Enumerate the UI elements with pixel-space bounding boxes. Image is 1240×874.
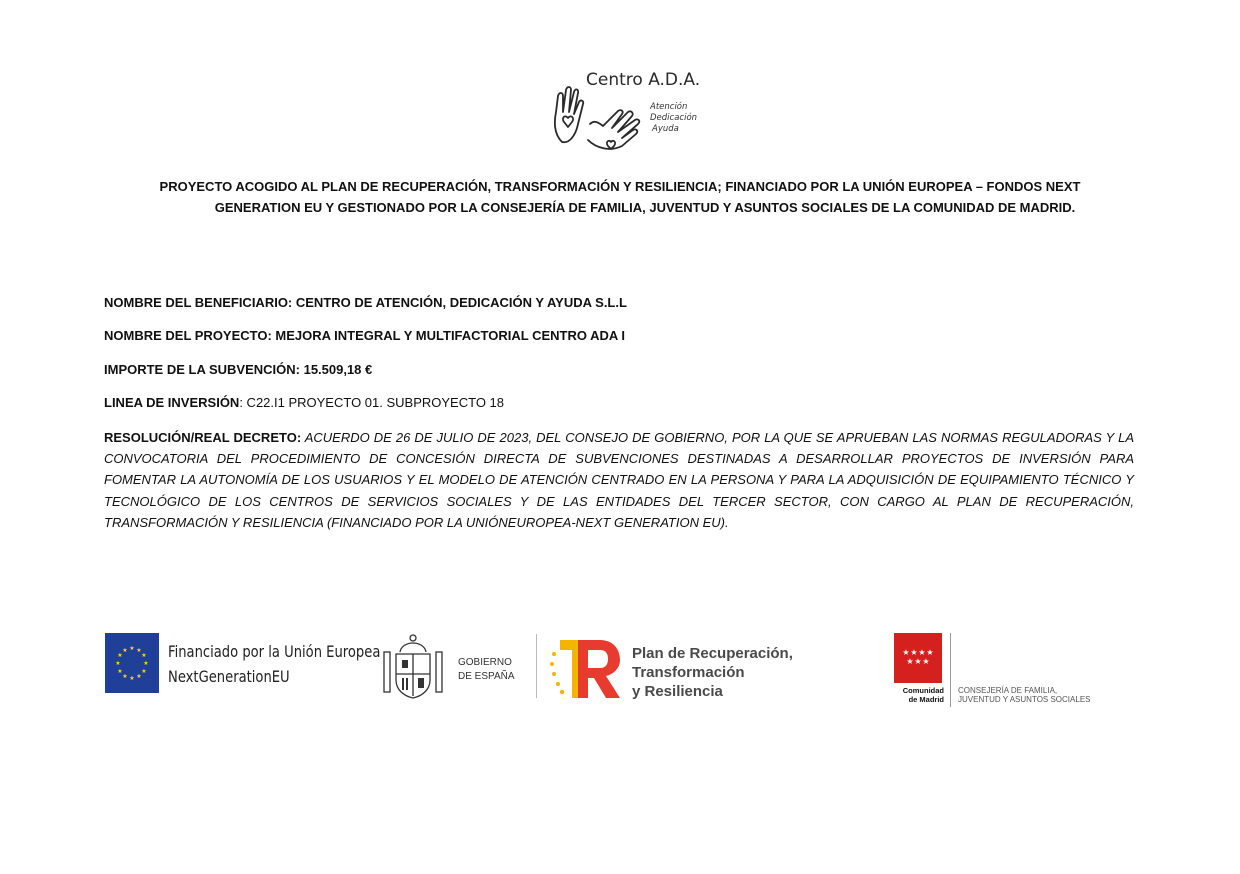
- svg-text:★: ★: [129, 645, 135, 652]
- madrid-name-line-2: de Madrid: [908, 695, 944, 704]
- svg-text:★: ★: [122, 673, 128, 680]
- prtr-text-line-1: Plan de Recuperación,: [632, 645, 793, 662]
- prtr-text-line-2: Transformación: [632, 664, 745, 681]
- madrid-name: [894, 686, 944, 704]
- madrid-dept-line-2: JUVENTUD Y ASUNTOS SOCIALES: [958, 695, 1091, 704]
- beneficiary-field: NOMBRE DEL BENEFICIARIO: CENTRO DE ATENCIÓN, DEDICACIÓN Y AYUDA S.L.L: [104, 295, 627, 310]
- eu-funding-logo: [105, 633, 381, 695]
- svg-text:★: ★: [122, 647, 128, 654]
- logo-subtitle-atencion: Atención: [650, 102, 688, 112]
- madrid-flag-icon: [894, 633, 942, 683]
- resolution-field: [104, 427, 1134, 533]
- footer-divider: [536, 634, 537, 698]
- svg-text:★: ★: [117, 668, 123, 675]
- prtr-logo: [548, 634, 838, 702]
- centro-ada-logo: [548, 68, 701, 163]
- svg-text:★: ★: [918, 648, 926, 657]
- investment-line-value: : C22.I1 PROYECTO 01. SUBPROYECTO 18: [239, 395, 504, 410]
- resolution-label: RESOLUCIÓN/REAL DECRETO:: [104, 430, 302, 445]
- investment-line-label: LINEA DE INVERSIÓN: [104, 395, 240, 410]
- svg-text:★: ★: [914, 657, 922, 666]
- heading-line-1: PROYECTO ACOGIDO AL PLAN DE RECUPERACIÓN, TRANSFORMACIÓN Y RESILIENCIA; FINANCIADO POR LA UNIÓN EUROPEA – FONDOS NEXT: [159, 179, 1081, 194]
- project-field: NOMBRE DEL PROYECTO: MEJORA INTEGRAL Y MULTIFACTORIAL CENTRO ADA I: [104, 328, 625, 343]
- svg-text:★: ★: [902, 648, 910, 657]
- svg-text:★: ★: [117, 652, 123, 659]
- madrid-name-line-1: Comunidad: [902, 686, 944, 695]
- prtr-text: [632, 644, 793, 701]
- heading-line-2: GENERATION EU Y GESTIONADO POR LA CONSEJERÍA DE FAMILIA, JUVENTUD Y ASUNTOS SOCIALES DE LA COMUNIDAD DE MADRID.: [214, 200, 1076, 215]
- prtr-text-line-3: y Resiliencia: [632, 683, 723, 700]
- svg-text:★: ★: [136, 673, 142, 680]
- coat-of-arms-icon: [378, 632, 448, 702]
- prtr-mark-icon: [548, 634, 624, 702]
- svg-text:★: ★: [129, 675, 135, 682]
- svg-text:★: ★: [115, 660, 121, 667]
- svg-text:★: ★: [926, 648, 934, 657]
- eu-text-line-2: NextGenerationEU: [168, 667, 290, 686]
- madrid-divider: [950, 633, 951, 707]
- eu-funding-text: [168, 639, 380, 689]
- svg-text:★: ★: [922, 657, 930, 666]
- madrid-department: [958, 686, 1090, 704]
- logo-subtitle-dedicacion: Dedicación: [650, 113, 698, 123]
- eu-text-line-1: Financiado por la Unión Europea: [168, 642, 381, 661]
- gobierno-espana-logo: [378, 632, 526, 702]
- gobierno-text-line-1: GOBIERNO: [458, 657, 512, 668]
- logo-subtitle-ayuda: Ayuda: [652, 124, 679, 134]
- amount-field: IMPORTE DE LA SUBVENCIÓN: 15.509,18 €: [104, 362, 373, 377]
- eu-flag-icon: [105, 633, 159, 693]
- logo-title: Centro A.D.A.: [586, 70, 701, 90]
- svg-text:★: ★: [136, 647, 142, 654]
- svg-text:★: ★: [141, 668, 147, 675]
- document-heading: [100, 176, 1140, 218]
- hands-heart-icon: [548, 82, 648, 162]
- svg-text:★: ★: [910, 648, 918, 657]
- svg-text:★: ★: [141, 652, 147, 659]
- svg-text:★: ★: [906, 657, 914, 666]
- madrid-dept-line-1: CONSEJERÍA DE FAMILIA,: [958, 686, 1058, 695]
- investment-line-field: [104, 395, 504, 410]
- resolution-value: ACUERDO DE 26 DE JULIO DE 2023, DEL CONSEJO DE GOBIERNO, POR LA QUE SE APRUEBAN LAS NORMAS REGULADORAS Y LA CONVOCATORIA DEL PROCEDIMIENTO DE CONCESIÓN DIRECTA DE SUBVENCIONES DESTINADAS A DESARROLLAR PROYECTOS DE INVERSIÓN PARA FOMENTAR LA AUTONOMÍA DE LOS USUARIOS Y EL MODELO DE ATENCIÓN CENTRADO EN LA PERSONA Y PARA LA ADQUISICIÓN DE EQUIPAMIENTO TÉCNICO Y TECNOLÓGICO DE LOS CENTROS DE SERVICIOS SOCIALES Y DE LAS ENTIDADES DEL TERCER SECTOR, CON CARGO AL PLAN DE RECUPERACIÓN, TRANSFORMACIÓN Y RESILIENCIA (FINANCIADO POR LA UNIÓNEUROPEA-NEXT GENERATION EU).: [104, 430, 1135, 530]
- svg-text:★: ★: [143, 660, 149, 667]
- gobierno-text: [458, 656, 515, 684]
- comunidad-madrid-logo: [894, 633, 1114, 708]
- gobierno-text-line-2: DE ESPAÑA: [458, 671, 515, 682]
